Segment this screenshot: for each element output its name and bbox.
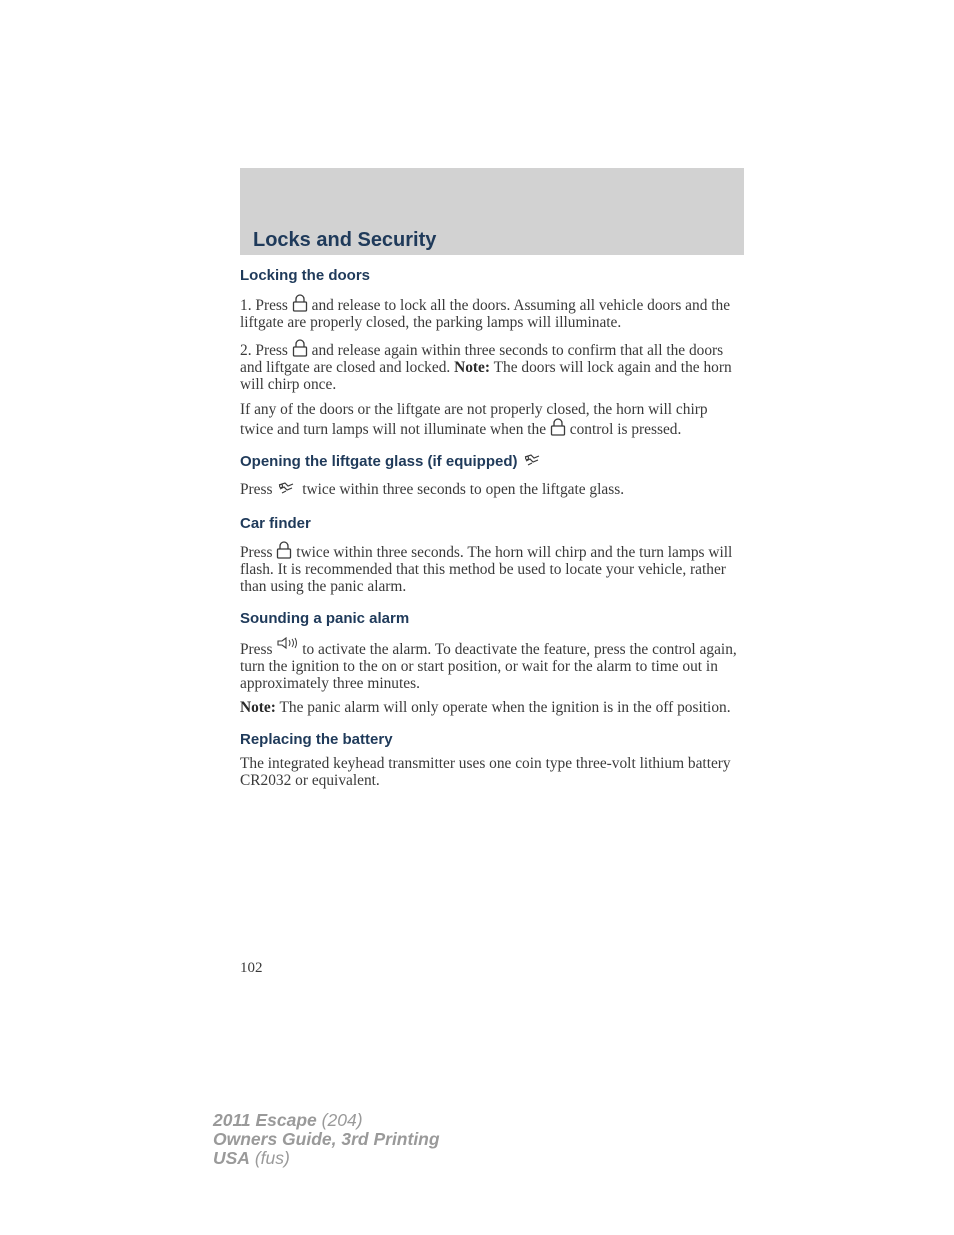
panic-alarm-text: Press to activate the alarm. To deactivate the feature, press the control again, turn the ignition to the on or start position, or wait for the alarm to time out in approximately three minutes. <box>240 636 744 692</box>
locking-doors-heading: Locking the doors <box>240 267 371 284</box>
liftgate-text: Press twice within three seconds to open the liftgate glass. <box>240 481 625 498</box>
lock-icon <box>292 294 308 312</box>
car-finder-text: Press twice within three seconds. The horn will chirp and the turn lamps will flash. It is recommended that this method be used to locate your vehicle, rather than using the panic alarm. <box>240 541 744 595</box>
liftgate-heading: Opening the liftgate glass (if equipped) <box>240 452 744 472</box>
locking-warning: If any of the doors or the liftgate are not properly closed, the horn will chirp twice and turn lamps will not illuminate when the control is pressed. <box>240 401 708 438</box>
lock-icon <box>550 418 566 436</box>
locking-step-1: 1. Press and release to lock all the doors. Assuming all vehicle doors and the liftgate are properly closed, the parking lamps will illuminate. <box>240 294 744 331</box>
section-header-band <box>240 168 744 255</box>
panic-alarm-heading: Sounding a panic alarm <box>240 610 410 627</box>
liftgate-glass-icon <box>276 480 298 496</box>
lock-icon <box>276 541 292 559</box>
note-label: Note: <box>454 359 491 376</box>
car-finder-heading: Car finder <box>240 515 311 532</box>
note-label: Note: <box>240 699 276 716</box>
page-number: 102 <box>240 960 263 976</box>
footer <box>213 1111 440 1168</box>
battery-heading: Replacing the battery <box>240 731 393 748</box>
footer-line-2: Owners Guide, 3rd Printing <box>213 1129 440 1149</box>
section-title: Locks and Security <box>253 229 437 251</box>
panic-alarm-icon <box>276 636 298 650</box>
lock-icon <box>292 339 308 357</box>
footer-line-3: USA (fus) <box>213 1148 290 1168</box>
page-content <box>240 266 744 789</box>
battery-text: The integrated keyhead transmitter uses one coin type three-volt lithium battery CR2032 or equivalent. <box>240 755 731 789</box>
locking-step-2: 2. Press and release again within three seconds to confirm that all the doors and liftgate are closed and locked. Note: The doors will lock again and the horn will chirp once. <box>240 339 744 393</box>
panic-alarm-note: Note: The panic alarm will only operate when the ignition is in the off position. <box>240 699 731 716</box>
footer-line-1: 2011 Escape (204) <box>213 1110 363 1130</box>
liftgate-glass-icon <box>522 452 542 468</box>
